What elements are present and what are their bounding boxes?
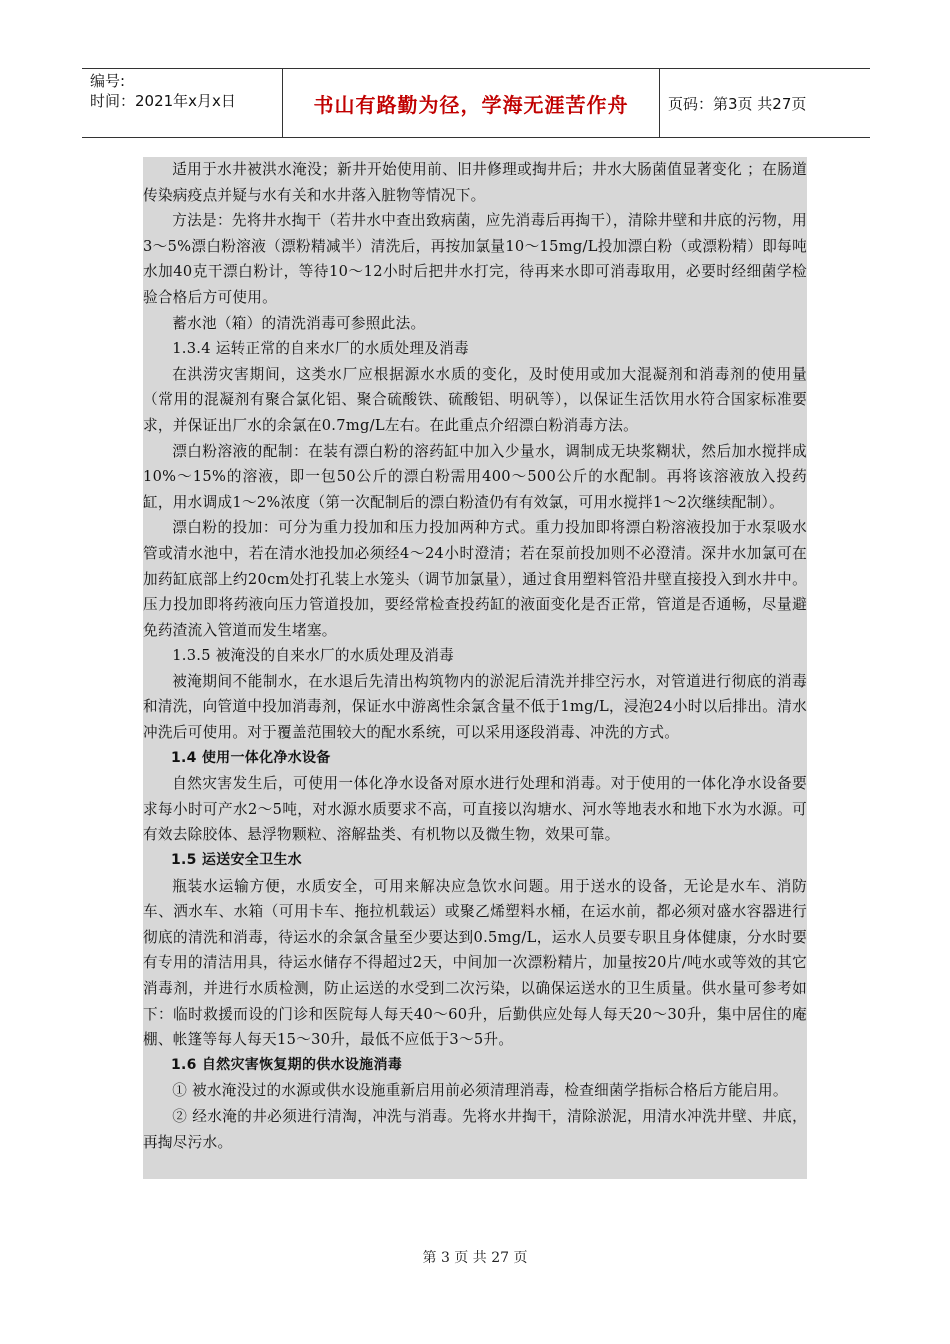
page-footer: 第 3 页 共 27 页: [422, 1250, 528, 1266]
paragraph: 漂白粉的投加：可分为重力投加和压力投加两种方式。重力投加即将漂白粉溶液投加于水泵吸水管或清水池中，若在清水池投加必须经4～24小时澄清；若在泵前投加则不必澄清。深井水加氯可在加药缸底部上约20cm处打孔装上水笼头（调节加氯量），通过食用塑料管沿井壁直接投入到水井中。压力投加即将药液向压力管道投加，要经常检查投药缸的液面变化是否正常，管道是否通畅，尽量避免药渣流入管道而发生堵塞。: [143, 519, 807, 639]
number-label: 编号:: [90, 72, 126, 90]
paragraph: 方法是：先将井水掏干（若井水中查出致病菌，应先消毒后再掏干），清除井壁和井底的污物，用3～5%漂白粉溶液（漂粉精减半）清洗后，再按加氯量10～15mg/L投加漂白粉（或漂粉精）即每吨水加40克干漂白粉计，等待10～12小时后把井水打完，待再来水即可消毒取用，必要时经细菌学检验合格后方可使用。: [143, 212, 807, 306]
paragraph: 被淹期间不能制水，在水退后先清出构筑物内的淤泥后清洗并排空污水，对管道进行彻底的消毒和清洗，向管道中投加消毒剂，保证水中游离性余氯含量不低于1mg/L，浸泡24小时以后排出。清水冲洗后可使用。对于覆盖范围较大的配水系统，可以采用逐段消毒、冲洗的方式。: [143, 672, 807, 742]
header-meta: [90, 71, 280, 111]
section-heading: 1.6 自然灾害恢复期的供水设施消毒: [171, 1056, 403, 1073]
paragraph: 1.3.4 运转正常的自来水厂的水质处理及消毒: [172, 340, 469, 358]
section-heading: 1.4 使用一体化净水设备: [171, 749, 331, 766]
paragraph: 蓄水池（箱）的清洗消毒可参照此法。: [172, 314, 426, 332]
time-label: 时间：2021年x月x日: [90, 92, 236, 110]
paragraph: 1.3.5 被淹没的自来水厂的水质处理及消毒: [172, 647, 455, 665]
page-header: [82, 68, 870, 138]
paragraph: 瓶装水运输方便，水质安全，可用来解决应急饮水问题。用于送水的设备，无论是水车、消防车、洒水车、水箱（可用卡车、拖拉机载运）或聚乙烯塑料水桶，在运水前，都必须对盛水容器进行彻底的清洗和消毒，待运水的余氯含量至少要达到0.5mg/L，运水人员要专职且身体健康，分水时要有专用的清洁用具，待运水储存不得超过2天，中间加一次漂粉精片，加量按20片/吨水或等效的其它消毒剂，并进行水质检测，防止运送的水受到二次污染，以确保运送水的卫生质量。供水量可参考如下：临时救援而设的门诊和医院每人每天40～60升，后勤供应处每人每天20～30升，集中居住的庵棚、帐篷等每人每天15～30升，最低不应低于3～5升。: [143, 877, 807, 1049]
paragraph: 适用于水井被洪水淹没；新井开始使用前、旧井修理或掏井后；井水大肠菌值显著变化 ；在肠道传染病疫点并疑与水有关和水井落入脏物等情况下。: [143, 161, 807, 204]
header-motto: 书山有路勤为径，学海无涯苦作舟: [313, 92, 629, 117]
paragraph: ② 经水淹的井必须进行清淘，冲洗与消毒。先将水井掏干，清除淤泥，用清水冲洗井壁、井底，再掏尽污水。: [143, 1107, 807, 1151]
document-body: [143, 157, 807, 1179]
section-heading: 1.5 运送安全卫生水: [171, 852, 302, 869]
header-page-number: 页码：第3页 共27页: [668, 94, 807, 113]
paragraph: 漂白粉溶液的配制：在装有漂白粉的溶药缸中加入少量水，调制成无块浆糊状，然后加水搅拌成10%～15%的溶液，即一包50公斤的漂白粉需用400～500公斤的水配制。再将该溶液放入投药缸，用水调成1～2%浓度（第一次配制后的漂白粉渣仍有有效氯，可用水搅拌1～2次继续配制）。: [143, 442, 807, 511]
paragraph: ① 被水淹没过的水源或供水设施重新启用前必须清理消毒，检查细菌学指标合格后方能启用。: [172, 1082, 788, 1100]
paragraph: 在洪涝灾害期间，这类水厂应根据源水水质的变化，及时使用或加大混凝剂和消毒剂的使用量（常用的混凝剂有聚合氯化铝、聚合硫酸铁、硫酸铝、明矾等），以保证生活饮用水符合国家标准要求，并保证出厂水的余氯在0.7mg/L左右。在此重点介绍漂白粉消毒方法。: [143, 365, 807, 434]
paragraph: 自然灾害发生后，可使用一体化净水设备对原水进行处理和消毒。对于使用的一体化净水设备要求每小时可产水2～5吨，对水源水质要求不高，可直接以沟塘水、河水等地表水和地下水为水源。可有效去除胶体、悬浮物颗粒、溶解盐类、有机物以及微生物，效果可靠。: [143, 775, 807, 844]
